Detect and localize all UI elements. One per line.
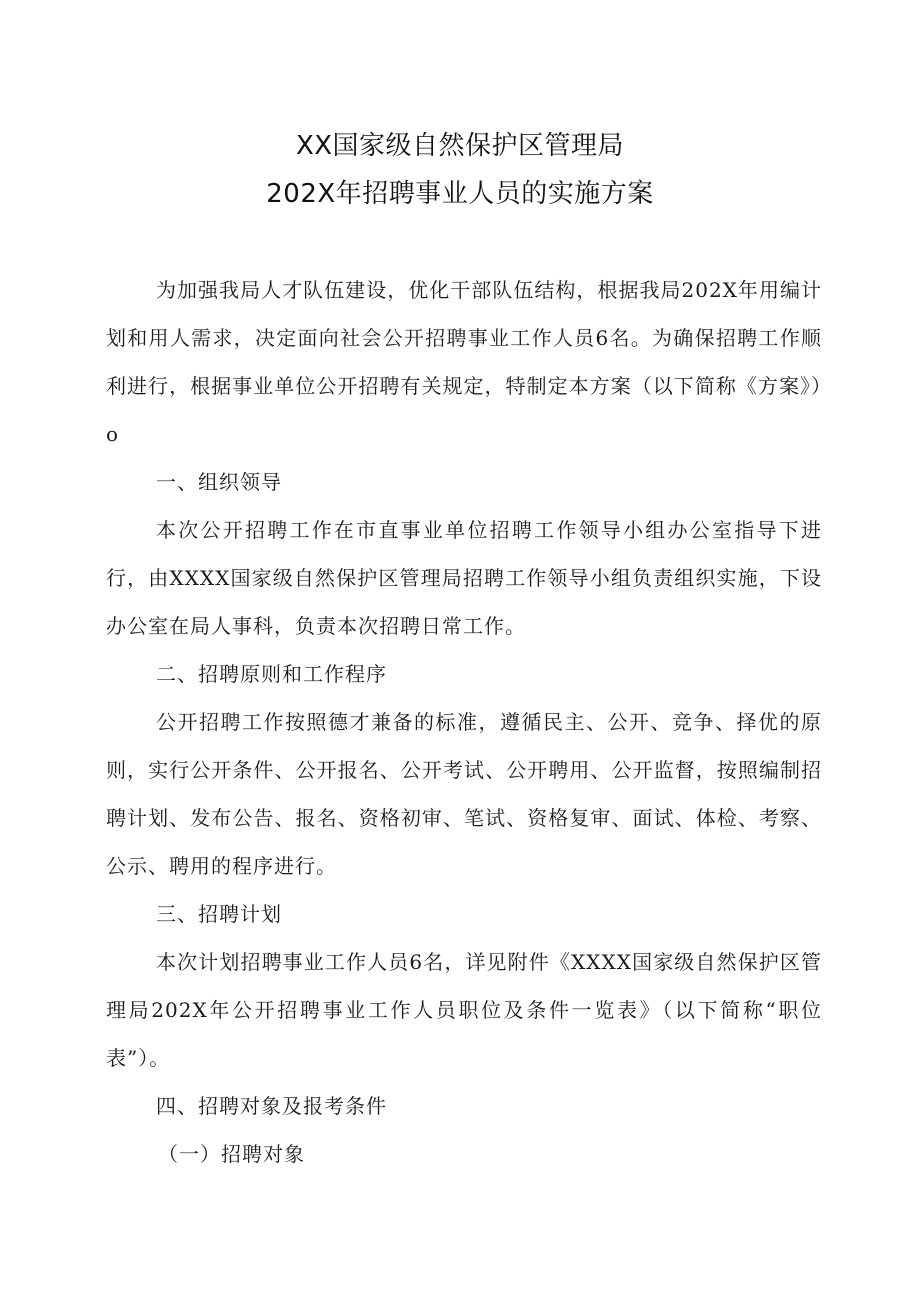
section-3-paragraph: 本次计划招聘事业工作人员6名，详见附件《XXXX国家级自然保护区管理局202X年公开招聘事业工作人员职位及条件一览表》（以下简称“职位表”）。: [106, 950, 822, 1070]
section-3-heading: 三、招聘计划: [156, 902, 282, 926]
section-2-heading: 二、招聘原则和工作程序: [156, 662, 387, 686]
document-title-line-1: XX国家级自然保护区管理局: [295, 131, 625, 161]
section-4-heading: 四、招聘对象及报考条件: [156, 1094, 387, 1118]
document-title-line-2: 202X年招聘事业人员的实施方案: [266, 179, 654, 209]
section-1-heading: 一、组织领导: [156, 470, 282, 494]
section-1-paragraph: 本次公开招聘工作在市直事业单位招聘工作领导小组办公室指导下进行，由XXXX国家级自然保护区管理局招聘工作领导小组负责组织实施，下设办公室在局人事科，负责本次招聘日常工作。: [106, 518, 822, 638]
section-2-paragraph: 公开招聘工作按照德才兼备的标准，遵循民主、公开、竞争、择优的原则，实行公开条件、公开报名、公开考试、公开聘用、公开监督，按照编制招聘计划、发布公告、报名、资格初审、笔试、资格复审、面试、体检、考察、公示、聘用的程序进行。: [106, 710, 822, 878]
document-body: [106, 266, 822, 1178]
section-4-subheading-1: （一）招聘对象: [158, 1142, 305, 1166]
intro-paragraph: 为加强我局人才队伍建设，优化干部队伍结构，根据我局202X年用编计划和用人需求，决定面向社会公开招聘事业工作人员6名。为确保招聘工作顺利进行，根据事业单位公开招聘有关规定，特制定本方案（以下简称《方案》）o: [106, 278, 822, 446]
